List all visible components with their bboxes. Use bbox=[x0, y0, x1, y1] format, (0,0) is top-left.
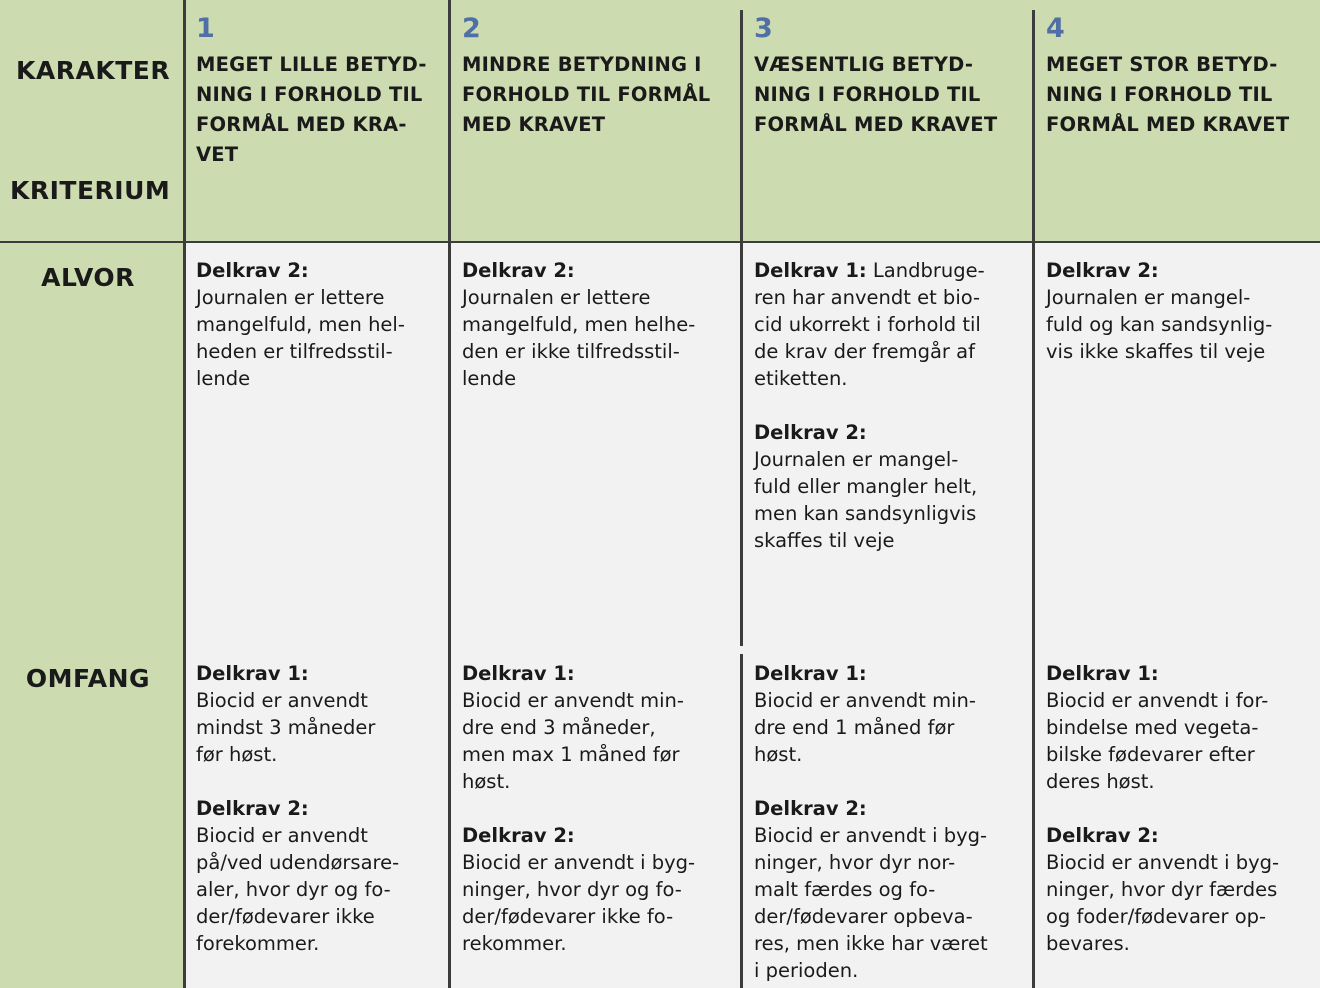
requirement-label: Delkrav 2: bbox=[1046, 259, 1159, 282]
requirement-block bbox=[1046, 257, 1312, 365]
column-divider bbox=[183, 0, 186, 988]
requirement-text: Landbruge- ren har anvendt et bio- cid ukorrekt i forhold til de krav der fremgår af etiketten. bbox=[754, 259, 985, 390]
requirement-label: Delkrav 1: bbox=[754, 259, 867, 282]
criteria-cell bbox=[742, 646, 1034, 988]
column-number: 3 bbox=[754, 13, 773, 44]
requirement-text: Biocid er anvendt i byg- ninger, hvor dyr og fo- der/fødevarer ikke fo- rekommer. bbox=[462, 851, 696, 955]
requirement-label: Delkrav 2: bbox=[196, 797, 309, 820]
column-number: 2 bbox=[462, 13, 481, 44]
column-header-3 bbox=[742, 0, 1034, 243]
requirement-block bbox=[462, 257, 734, 392]
column-header-2 bbox=[450, 0, 742, 243]
column-title: VÆSENTLIG BETYD- NING I FORHOLD TIL FORMÅL MED KRAVET bbox=[754, 53, 998, 136]
column-header-1 bbox=[184, 0, 450, 243]
header-divider bbox=[0, 241, 1320, 243]
requirement-block bbox=[196, 660, 442, 768]
requirement-text: Journalen er lettere mangelfuld, men hel- heden er tilfredsstil- lende bbox=[196, 286, 405, 390]
column-divider bbox=[448, 0, 451, 988]
criteria-cell bbox=[742, 243, 1034, 646]
requirement-block bbox=[754, 660, 1026, 768]
corner-cell bbox=[0, 0, 184, 243]
column-divider bbox=[740, 10, 743, 646]
corner-kriterium: KRITERIUM bbox=[10, 176, 171, 205]
criteria-cell bbox=[184, 243, 450, 646]
requirement-block bbox=[1046, 822, 1312, 957]
requirement-label: Delkrav 1: bbox=[196, 662, 309, 685]
row-header-alvor bbox=[0, 243, 184, 646]
requirement-block bbox=[196, 795, 442, 957]
requirement-block bbox=[462, 660, 734, 795]
requirement-text: Biocid er anvendt min- dre end 3 måneder, men max 1 måned før høst. bbox=[462, 689, 684, 793]
row-label: OMFANG bbox=[25, 664, 151, 693]
column-title: MEGET LILLE BETYD- NING I FORHOLD TIL FORMÅL MED KRA- VET bbox=[196, 53, 427, 166]
column-title: MEGET STOR BETYD- NING I FORHOLD TIL FORMÅL MED KRAVET bbox=[1046, 53, 1290, 136]
requirement-block bbox=[754, 257, 1026, 392]
requirement-block bbox=[754, 419, 1026, 554]
requirement-label: Delkrav 1: bbox=[754, 662, 867, 685]
requirement-text: Biocid er anvendt i byg- ninger, hvor dyr nor- malt færdes og fo- der/fødevarer opbeva- res, men ikke har været i perioden. bbox=[754, 824, 988, 982]
requirement-label: Delkrav 2: bbox=[754, 797, 867, 820]
requirement-block bbox=[462, 822, 734, 957]
requirement-label: Delkrav 2: bbox=[1046, 824, 1159, 847]
criteria-cell bbox=[1034, 646, 1320, 988]
row-header-omfang bbox=[0, 646, 184, 988]
requirement-text: Biocid er anvendt i byg- ninger, hvor dyr færdes og foder/fødevarer op- bevares. bbox=[1046, 851, 1280, 955]
requirement-text: Biocid er anvendt min- dre end 1 måned før høst. bbox=[754, 689, 976, 766]
requirement-text: Journalen er mangel- fuld eller mangler helt, men kan sandsynligvis skaffes til veje bbox=[754, 448, 978, 552]
requirement-text: Journalen er mangel- fuld og kan sandsynlig- vis ikke skaffes til veje bbox=[1046, 286, 1273, 363]
column-header-4 bbox=[1034, 0, 1320, 243]
requirement-label: Delkrav 2: bbox=[462, 259, 575, 282]
requirement-block bbox=[1046, 660, 1312, 795]
corner-karakter: KARAKTER bbox=[16, 56, 171, 85]
requirement-text: Biocid er anvendt i for- bindelse med vegeta- bilske fødevarer efter deres høst. bbox=[1046, 689, 1269, 793]
row-label: ALVOR bbox=[41, 263, 135, 292]
requirement-label: Delkrav 2: bbox=[754, 421, 867, 444]
column-divider bbox=[740, 654, 743, 988]
requirement-block bbox=[196, 257, 442, 392]
requirement-text: Journalen er lettere mangelfuld, men helhe- den er ikke tilfredsstil- lende bbox=[462, 286, 696, 390]
requirement-label: Delkrav 1: bbox=[1046, 662, 1159, 685]
criteria-cell bbox=[450, 646, 742, 988]
column-number: 4 bbox=[1046, 13, 1065, 44]
requirement-label: Delkrav 1: bbox=[462, 662, 575, 685]
column-divider bbox=[1032, 10, 1035, 988]
criteria-cell bbox=[1034, 243, 1320, 646]
requirement-text: Biocid er anvendt mindst 3 måneder før høst. bbox=[196, 689, 376, 766]
requirement-block bbox=[754, 795, 1026, 984]
criteria-cell bbox=[184, 646, 450, 988]
requirement-text: Biocid er anvendt på/ved udendørsare- aler, hvor dyr og fo- der/fødevarer ikke forekommer. bbox=[196, 824, 400, 955]
requirement-label: Delkrav 2: bbox=[462, 824, 575, 847]
column-number: 1 bbox=[196, 13, 215, 44]
requirement-label: Delkrav 2: bbox=[196, 259, 309, 282]
column-title: MINDRE BETYDNING I FORHOLD TIL FORMÅL MED KRAVET bbox=[462, 53, 711, 136]
criteria-cell bbox=[450, 243, 742, 646]
